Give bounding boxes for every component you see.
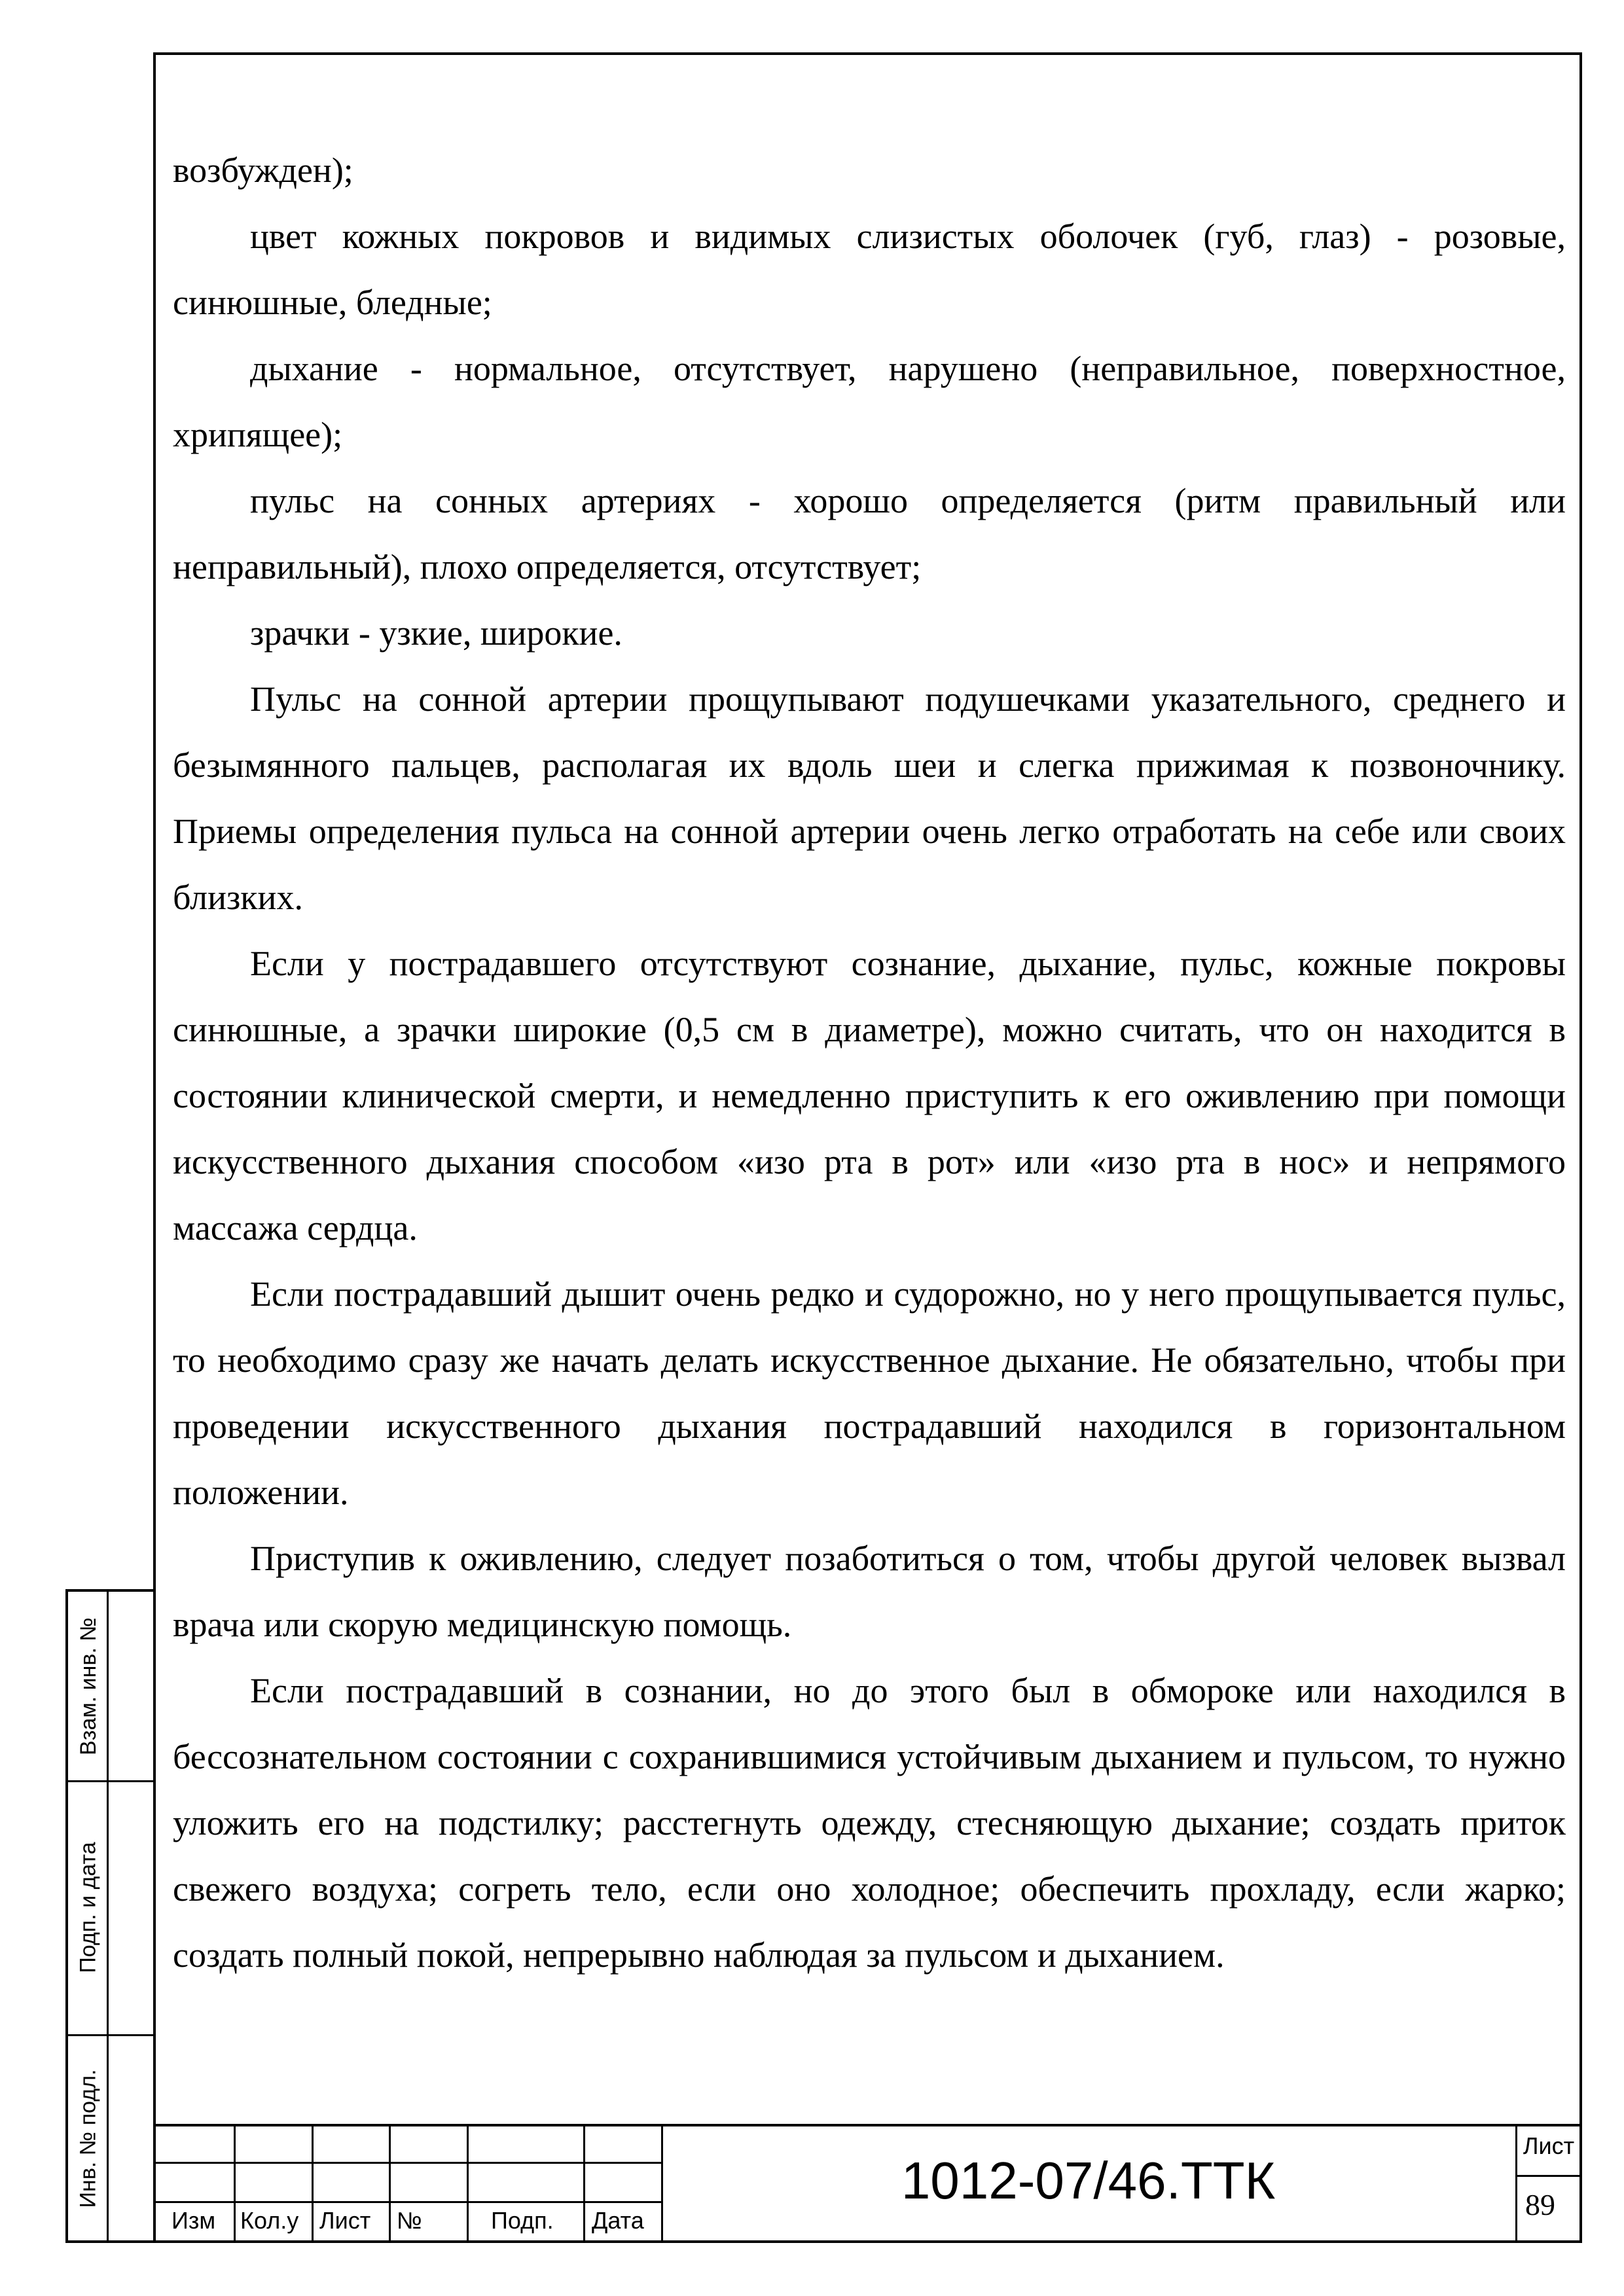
side-label-podp: Подп. и дата [75,1841,101,1973]
stamp-col-kolu: Кол.у [240,2207,299,2234]
stamp-col-line [234,2124,236,2243]
paragraph-9: Если пострадавший в сознании, но до этого был в обмороке или находился в бессознательном состоянии с сохранившимися устойчивым дыханием и пульсом, то нужно уложить его на подстилку; расстегнуть одежду, стесняющую дыхание; создать приток свежего воздуха; согреть тело, если оно холодное; обеспечить прохладу, если жарко; создать полный покой, непрерывно наблюдая за пульсом и дыханием. [173,1671,1566,1975]
stamp-row-line [1515,2175,1582,2177]
paragraph-2: дыхание - нормальное, отсутствует, нарушено (неправильное, поверхностное, хрипящее); [173,349,1566,454]
document-body [173,137,1566,1988]
stamp-col-izm: Изм [171,2207,216,2234]
side-strip [65,1589,153,2243]
stamp-col-line [389,2124,391,2243]
stamp-col-line [467,2124,469,2243]
paragraph-8: Приступив к оживлению, следует позаботиться о том, чтобы другой человек вызвал врача или скорую медицинскую помощь. [173,1539,1566,1644]
stamp-col-list: Лист [319,2207,371,2234]
stamp-col-data: Дата [592,2207,644,2234]
paragraph-3: пульс на сонных артериях - хорошо определяется (ритм правильный или неправильный), плохо определяется, отсутствует; [173,481,1566,586]
paragraph-5: Пульс на сонной артерии прощупывают подушечками указательного, среднего и безымянного пальцев, располагая их вдоль шеи и слегка прижимая к позвоночнику. Приемы определения пульса на сонной артерии очень легко отработать на себе или своих близких. [173,679,1566,917]
stamp-col-line [312,2124,314,2243]
stamp-col-line [583,2124,585,2243]
stamp-col-number: № [397,2207,422,2234]
side-label-inv: Инв. № подл. [75,2069,101,2208]
paragraph-4: зрачки - узкие, широкие. [250,613,623,653]
stamp-col-podp: Подп. [491,2207,554,2234]
side-label-vzam: Взам. инв. № [75,1617,101,1755]
sheet-label: Лист [1523,2132,1575,2159]
paragraph-1: цвет кожных покровов и видимых слизистых оболочек (губ, глаз) - розовые, синюшные, бледные; [173,217,1566,322]
paragraph-0: возбужден); [173,151,353,190]
document-code: 1012-07/46.ТТК [901,2151,1276,2210]
sheet-number: 89 [1525,2188,1555,2221]
paragraph-7: Если пострадавший дышит очень редко и судорожно, но у него прощупывается пульс, то необходимо сразу же начать делать искусственное дыхание. Не обязательно, чтобы при проведении искусственного дыхания пострадавший находился в горизонтальном положении. [173,1274,1566,1512]
paragraph-6: Если у пострадавшего отсутствуют сознание, дыхание, пульс, кожные покровы синюшные, а зрачки широкие (0,5 см в диаметре), можно считать, что он находится в состоянии клинической смерти, и немедленно приступить к его оживлению при помощи искусственного дыхания способом «изо рта в рот» или «изо рта в нос» и непрямого массажа сердца. [173,944,1566,1247]
